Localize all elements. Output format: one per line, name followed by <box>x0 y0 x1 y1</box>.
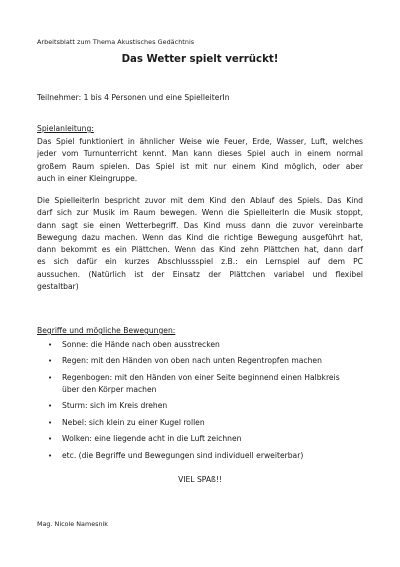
list-item-text: Sonne: die Hände nach oben ausstrecken <box>62 340 220 349</box>
closing-text: VIEL SPAß!! <box>178 475 222 484</box>
list-item <box>37 433 363 445</box>
bullet-icon: • <box>48 451 53 460</box>
list-item <box>37 372 363 397</box>
paragraph-line: auch in einer Kleingruppe. <box>37 173 138 183</box>
bullet-icon: • <box>48 357 53 366</box>
paragraph-line: Das Spiel funktioniert in ähnlicher Weise wie Feuer, Erde, Wasser, Luft, welches <box>37 137 363 146</box>
list-item <box>37 400 363 412</box>
list-item <box>37 417 363 429</box>
list-item <box>37 450 363 462</box>
participants-text: Teilnehmer: 1 bis 4 Personen und eine SpielleiterIn <box>37 93 230 102</box>
paragraph-line: dann sagt sie einen Wetterbegriff. Das Kind muss dann die zuvor vereinbarte <box>37 220 363 230</box>
author-name: Mag. Nicole Namesnik <box>37 520 108 528</box>
bullet-icon: • <box>48 402 53 411</box>
list-item-text: Nebel: sich klein zu einer Kugel rollen <box>62 417 205 427</box>
list-item-text: etc. (die Begriffe und Bewegungen sind individuell erweiterbar) <box>62 450 304 460</box>
page-title: Das Wetter spielt verrückt! <box>121 54 279 65</box>
bullet-icon: • <box>48 418 53 427</box>
bullet-icon: • <box>48 341 53 349</box>
list-item-text: Wolken: eine liegende acht in die Luft zeichnen <box>62 434 242 444</box>
paragraph-line: jeder vom Turnunterricht kennt. Man kann dieses Spiel auch in einem normal <box>37 149 363 159</box>
terms-heading: Begriffe und mögliche Bewegungen: <box>37 326 176 335</box>
list-item-text: über den Körper machen <box>62 385 157 395</box>
list-item-text: Sturm: sich im Kreis drehen <box>62 401 168 411</box>
paragraph-line: großem Raum spielen. Das Spiel ist mit nur einem Kind möglich, oder aber <box>37 161 363 171</box>
bullet-icon: • <box>48 435 53 444</box>
paragraph-line: aussuchen. (Natürlich ist der Einsatz der Plättchen variabel und flexibel <box>37 269 363 279</box>
list-item-text: Regenbogen: mit den Händen von einer Seite beginnend einen Halbkreis <box>62 372 340 382</box>
instructions-heading: Spielanleitung: <box>37 124 94 133</box>
list-item-text: Regen: mit den Händen von oben nach unten Regentropfen machen <box>62 356 322 366</box>
paragraph-line: Bewegung dazu machen. Wenn das Kind die richtige Bewegung ausgeführt hat, <box>37 232 363 242</box>
paragraph-line: gestaltbar) <box>37 282 79 292</box>
bullet-icon: • <box>48 373 53 382</box>
worksheet-subtitle: Arbeitsblatt zum Thema Akustisches Gedächtnis <box>37 38 195 46</box>
list-item <box>37 355 363 367</box>
paragraph-line: dann bekommt es ein Plättchen. Wenn das Kind zehn Plättchen hat, dann darf <box>37 245 363 255</box>
list-item <box>37 339 363 351</box>
paragraph-line: es sich dafür ein kurzes Abschlussspiel z.B.: ein Lernspiel auf dem PC <box>37 257 363 267</box>
paragraph-line: darf sich zur Musik im Raum bewegen. Wenn die SpielleiterIn die Musik stoppt, <box>37 208 363 218</box>
terms-list <box>37 339 363 466</box>
instructions-paragraph-2 <box>37 195 363 293</box>
paragraph-line: Die SpielleiterIn bespricht zuvor mit dem Kind den Ablauf des Spiels. Das Kind <box>37 196 363 205</box>
instructions-paragraph-1 <box>37 136 363 185</box>
